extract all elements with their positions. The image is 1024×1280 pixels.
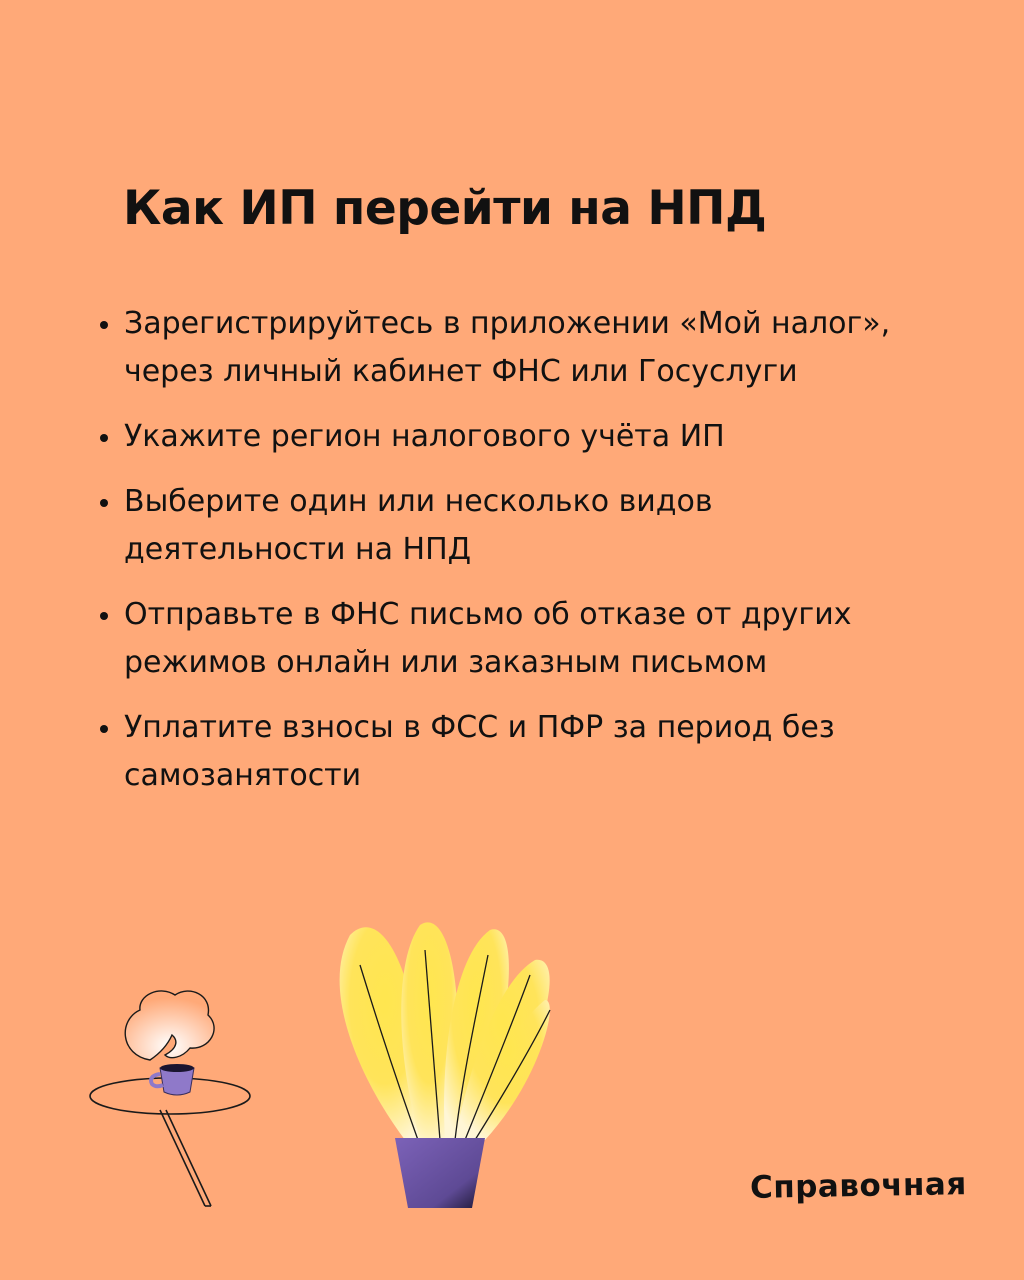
step-text: Укажите регион налогового учёта ИП	[124, 419, 725, 454]
steam-icon	[125, 991, 214, 1060]
list-item	[0, 591, 1024, 687]
coffee-table-icon	[90, 1078, 250, 1206]
list-item	[0, 704, 1024, 800]
page-title: Как ИП перейти на НПД	[123, 181, 767, 236]
bullet-icon	[100, 725, 108, 733]
steps-list	[0, 300, 1024, 817]
step-text: Выберите один или несколько видов деятельности на НПД	[124, 484, 713, 567]
plant-pot-icon	[395, 1138, 485, 1208]
bullet-icon	[100, 321, 108, 329]
step-text: Уплатите взносы в ФСС и ПФР за период без самозанятости	[124, 710, 835, 793]
decorative-illustration	[0, 900, 640, 1230]
brand-logo: Справочная	[749, 1166, 968, 1206]
step-text: Отправьте в ФНС письмо об отказе от других режимов онлайн или заказным письмом	[124, 597, 852, 680]
plant-icon	[340, 922, 550, 1140]
bullet-icon	[100, 612, 108, 620]
list-item	[0, 413, 1024, 461]
bullet-icon	[100, 434, 108, 442]
list-item	[0, 478, 1024, 574]
list-item	[0, 300, 1024, 396]
step-text: Зарегистрируйтесь в приложении «Мой налог», через личный кабинет ФНС или Госуслуги	[124, 306, 891, 389]
bullet-icon	[100, 499, 108, 507]
